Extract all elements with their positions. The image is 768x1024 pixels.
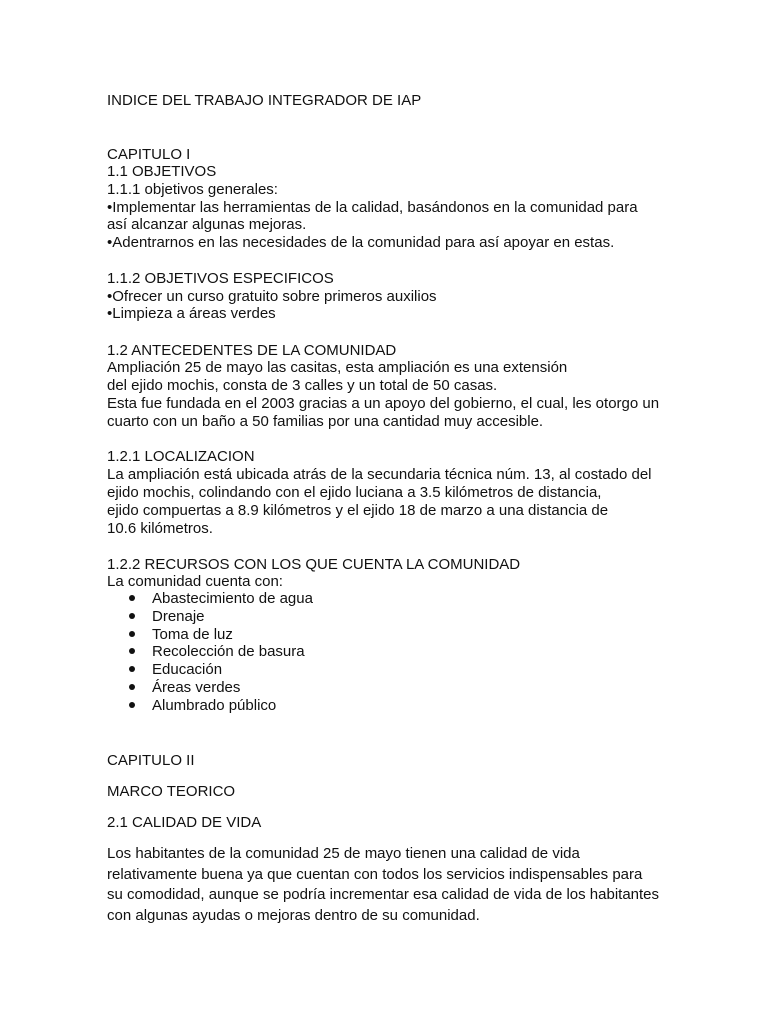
section-1-2-2-heading: 1.2.2 RECURSOS CON LOS QUE CUENTA LA COMUNIDAD bbox=[107, 556, 521, 573]
list-item-label: Alumbrado público bbox=[152, 696, 277, 714]
bullet-icon bbox=[129, 702, 135, 708]
section-1-2-1-heading: 1.2.1 LOCALIZACION bbox=[107, 448, 255, 465]
chapter-1-heading: CAPITULO I bbox=[107, 146, 191, 163]
list-item-label: Áreas verdes bbox=[152, 678, 241, 696]
list-item-label: Toma de luz bbox=[152, 625, 233, 643]
bullet-icon bbox=[129, 684, 135, 690]
list-item-label: Educación bbox=[152, 661, 223, 679]
paragraph-line: cuarto con un baño a 50 familias por una cantidad muy accesible. bbox=[107, 413, 544, 430]
list-item-label: Abastecimiento de agua bbox=[152, 590, 313, 607]
bullet-icon bbox=[129, 613, 135, 619]
bullet-icon bbox=[129, 631, 135, 637]
paragraph-line: ejido mochis, colindando con el ejido luciana a 3.5 kilómetros de distancia, bbox=[107, 484, 602, 501]
paragraph-line: Ampliación 25 de mayo las casitas, esta ampliación es una extensión bbox=[107, 359, 568, 376]
list-item bbox=[107, 626, 313, 644]
list-item-label: Recolección de basura bbox=[152, 643, 305, 661]
paragraph-line: su comodidad, aunque se podría incrementar esa calidad de vida de los habitantes bbox=[107, 886, 660, 903]
paragraph-line: del ejido mochis, consta de 3 calles y un total de 50 casas. bbox=[107, 377, 498, 394]
paragraph-line: ejido compuertas a 8.9 kilómetros y el ejido 18 de marzo a una distancia de bbox=[107, 502, 609, 519]
objective-line: así alcanzar algunas mejoras. bbox=[107, 216, 307, 233]
chapter-2-heading: CAPITULO II bbox=[107, 752, 195, 769]
paragraph-line: relativamente buena ya que cuentan con todos los servicios indispensables para bbox=[107, 866, 643, 883]
bullet-icon bbox=[129, 648, 135, 654]
specific-objective-line: •Ofrecer un curso gratuito sobre primeros auxilios bbox=[107, 288, 437, 305]
objective-line: •Adentrarnos en las necesidades de la comunidad para así apoyar en estas. bbox=[107, 234, 615, 251]
list-item bbox=[107, 679, 313, 697]
list-item bbox=[107, 697, 313, 715]
paragraph-line: La ampliación está ubicada atrás de la secundaria técnica núm. 13, al costado del bbox=[107, 466, 652, 483]
section-1-2-heading: 1.2 ANTECEDENTES DE LA COMUNIDAD bbox=[107, 342, 397, 359]
document-title: INDICE DEL TRABAJO INTEGRADOR DE IAP bbox=[107, 92, 422, 109]
paragraph-line: con algunas ayudas o mejoras dentro de su comunidad. bbox=[107, 907, 480, 924]
resources-intro: La comunidad cuenta con: bbox=[107, 573, 283, 590]
paragraph-line: Esta fue fundada en el 2003 gracias a un apoyo del gobierno, el cual, les otorgo un bbox=[107, 395, 660, 412]
list-item bbox=[107, 643, 313, 661]
specific-objective-line: •Limpieza a áreas verdes bbox=[107, 305, 276, 322]
paragraph-line: Los habitantes de la comunidad 25 de mayo tienen una calidad de vida bbox=[107, 845, 580, 862]
section-2-1-heading: 2.1 CALIDAD DE VIDA bbox=[107, 814, 262, 831]
resources-list bbox=[107, 590, 313, 715]
section-1-1-2-heading: 1.1.2 OBJETIVOS ESPECIFICOS bbox=[107, 270, 334, 287]
list-item bbox=[107, 661, 313, 679]
bullet-icon bbox=[129, 666, 135, 672]
bullet-icon bbox=[129, 595, 135, 601]
objective-line: •Implementar las herramientas de la calidad, basándonos en la comunidad para bbox=[107, 199, 638, 216]
chapter-2-subheading: MARCO TEORICO bbox=[107, 783, 236, 800]
list-item bbox=[107, 590, 313, 608]
section-1-1-1-heading: 1.1.1 objetivos generales: bbox=[107, 181, 278, 198]
paragraph-line: 10.6 kilómetros. bbox=[107, 520, 213, 537]
section-1-1-heading: 1.1 OBJETIVOS bbox=[107, 163, 217, 180]
list-item bbox=[107, 608, 313, 626]
list-item-label: Drenaje bbox=[152, 607, 205, 625]
